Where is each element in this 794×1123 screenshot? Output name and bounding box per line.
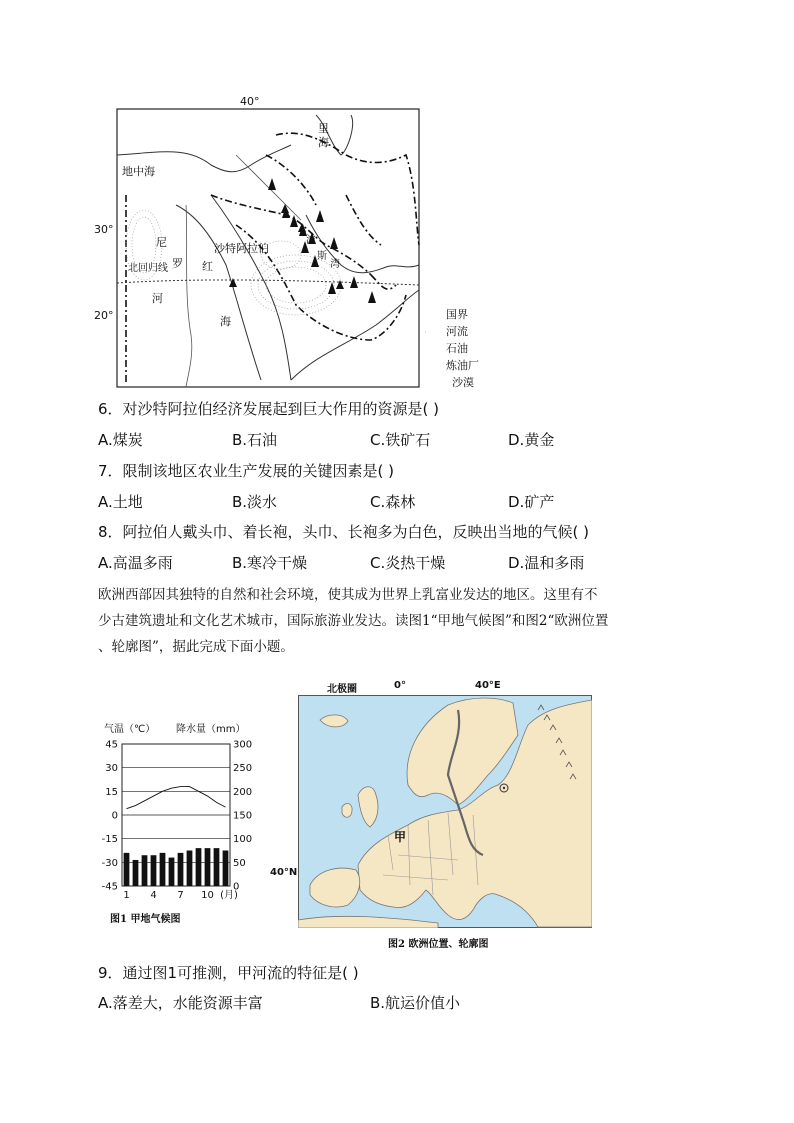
climate-chart-caption: 图1 甲地气候图 xyxy=(110,914,181,925)
longitude-label: 40° xyxy=(240,95,260,108)
y-left-tick-label: 15 xyxy=(105,786,118,798)
question-8-option-a[interactable]: A.高温多雨 xyxy=(98,554,173,572)
saudi-arabia-label: 沙特阿拉伯 xyxy=(214,242,269,255)
europe-map xyxy=(298,695,592,928)
legend-border-label: 国界 xyxy=(446,308,468,321)
question-6-option-b[interactable]: B.石油 xyxy=(232,431,278,449)
europe-map-svg xyxy=(298,695,592,928)
question-8-stem: 8．阿拉伯人戴头巾、着长袍，头巾、长袍多为白色，反映出当地的气候( ) xyxy=(98,523,590,541)
y-right-tick-label: 150 xyxy=(233,810,253,822)
precip-bar xyxy=(196,848,202,886)
precip-bar xyxy=(205,848,211,886)
question-6-option-d[interactable]: D.黄金 xyxy=(508,431,555,449)
location-jia-label: 甲 xyxy=(394,830,407,844)
precip-bar xyxy=(178,853,184,886)
precip-bar xyxy=(187,851,193,887)
latitude-20-label: 20° xyxy=(94,309,114,322)
red-sea-label-1: 红 xyxy=(202,260,213,273)
x-tick-label: 7 xyxy=(177,890,184,901)
gulf-label-2: 斯 xyxy=(317,251,327,262)
legend-oil-label: 石油 xyxy=(446,342,468,355)
prime-meridian-label: 0° xyxy=(394,680,406,691)
question-7-option-c[interactable]: C.森林 xyxy=(370,493,416,511)
gulf-label-3: 湾 xyxy=(330,259,340,270)
precip-bar xyxy=(160,853,166,886)
middle-east-map xyxy=(94,95,426,390)
red-sea-label-2: 海 xyxy=(220,315,231,328)
precip-axis-title: 降水量（mm） xyxy=(176,724,246,735)
gulf-label-1: 波 xyxy=(306,235,316,246)
nile-label-2: 罗 xyxy=(172,257,183,270)
legend-river-label: 河流 xyxy=(446,325,468,338)
precip-bar xyxy=(223,851,229,887)
y-left-tick-label: 30 xyxy=(105,763,118,775)
y-left-tick-label: -15 xyxy=(101,834,118,846)
question-6-option-c[interactable]: C.铁矿石 xyxy=(370,431,431,449)
question-8-option-c[interactable]: C.炎热干燥 xyxy=(370,554,446,572)
question-8-option-d[interactable]: D.温和多雨 xyxy=(508,554,585,572)
climate-chart xyxy=(98,720,268,930)
y-right-tick-label: 50 xyxy=(233,857,246,869)
ireland xyxy=(342,804,352,818)
temperature-line xyxy=(127,787,226,809)
y-left-tick-label: -30 xyxy=(101,857,118,869)
longitude-40e-label: 40°E xyxy=(475,680,501,691)
arctic-circle-label: 北极圈 xyxy=(327,684,357,695)
climate-chart-svg xyxy=(98,734,268,904)
x-tick-label: 10 xyxy=(201,890,214,901)
question-9-option-b[interactable]: B.航运价值小 xyxy=(370,994,461,1012)
y-left-tick-label: -45 xyxy=(101,881,118,893)
caspian-label-2: 海 xyxy=(318,136,329,149)
precip-bar xyxy=(142,855,148,886)
question-7-option-a[interactable]: A.土地 xyxy=(98,493,143,511)
legend-desert-label: 沙漠 xyxy=(452,376,474,389)
nile-label-1: 尼 xyxy=(156,236,167,249)
x-tick-label: 1 xyxy=(123,890,130,901)
y-left-tick-label: 0 xyxy=(111,810,118,822)
passage xyxy=(98,582,708,660)
caspian-label-1: 里 xyxy=(318,122,329,135)
question-6-stem: 6．对沙特阿拉伯经济发展起到巨大作用的资源是( ) xyxy=(98,400,440,418)
latitude-30-label: 30° xyxy=(94,223,114,236)
question-8-option-b[interactable]: B.寒冷干燥 xyxy=(232,554,308,572)
precip-bar xyxy=(124,853,130,886)
y-right-tick-label: 250 xyxy=(233,763,253,775)
y-right-tick-label: 100 xyxy=(233,834,253,846)
tropic-label: 北回归线 xyxy=(128,263,168,274)
question-7-option-b[interactable]: B.淡水 xyxy=(232,493,278,511)
temp-axis-title: 气温（℃） xyxy=(104,724,156,735)
precip-bar xyxy=(133,860,139,886)
y-left-tick-label: 45 xyxy=(105,739,118,751)
question-7-option-d[interactable]: D.矿产 xyxy=(508,493,555,511)
passage-line-3: 、轮廓图”，据此完成下面小题。 xyxy=(98,639,294,655)
y-right-tick-label: 0 xyxy=(233,881,240,893)
europe-map-caption: 图2 欧洲位置、轮廓图 xyxy=(388,939,489,950)
question-9-stem: 9．通过图1可推测，甲河流的特征是( ) xyxy=(98,964,359,982)
precip-bar xyxy=(214,848,220,886)
precip-bar xyxy=(151,855,157,886)
question-6-option-a[interactable]: A.煤炭 xyxy=(98,431,143,449)
passage-line-1: 欧洲西部因其独特的自然和社会环境，使其成为世界上乳富业发达的地区。这里有不 xyxy=(98,587,598,603)
question-7-stem: 7．限制该地区农业生产发展的关键因素是( ) xyxy=(98,462,395,480)
legend-refinery-label: 炼油厂 xyxy=(446,359,479,372)
precip-bar xyxy=(169,858,175,886)
x-tick-label: 4 xyxy=(150,890,157,901)
y-right-tick-label: 200 xyxy=(233,786,253,798)
nile-label-3: 河 xyxy=(152,292,163,305)
mediterranean-label: 地中海 xyxy=(122,165,155,178)
question-9-option-a[interactable]: A.落差大，水能资源丰富 xyxy=(98,994,263,1012)
x-unit-label: (月) xyxy=(220,890,238,901)
passage-line-2: 少古建筑遗址和文化艺术城市，国际旅游业发达。读图1“甲地气候图”和图2“欧洲位置 xyxy=(98,613,609,629)
latitude-40n-label: 40°N xyxy=(270,867,298,878)
y-right-tick-label: 300 xyxy=(233,739,253,751)
